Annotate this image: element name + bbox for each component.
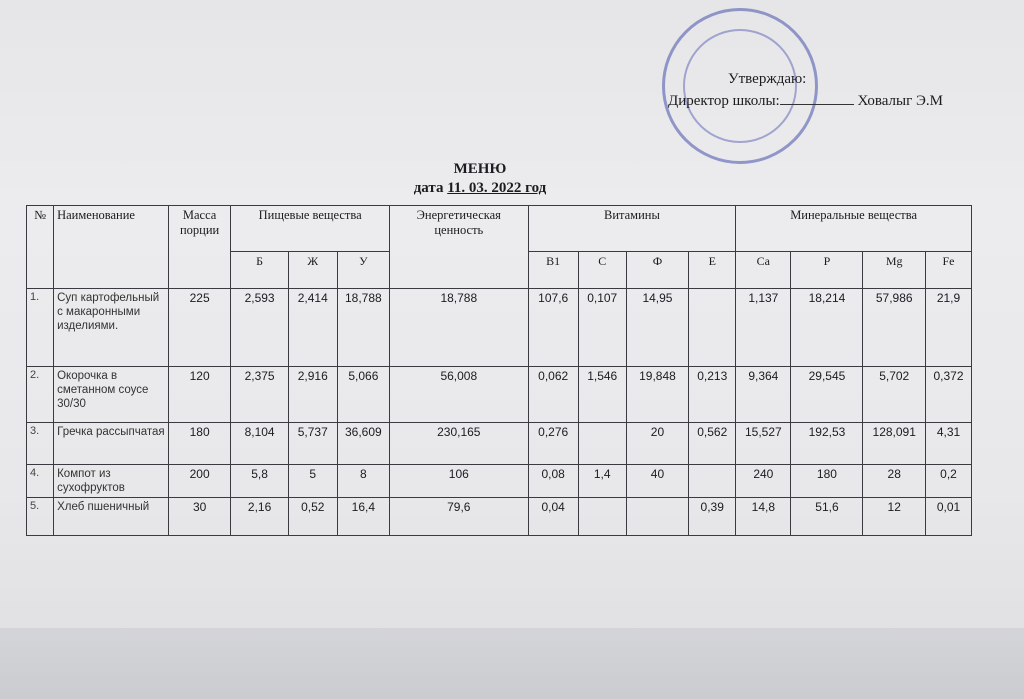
value-zh: 2,414 [288,289,337,367]
dish-name: Гречка рассыпчатая [54,423,169,465]
menu-body [27,289,972,536]
value-b1: 0,062 [528,367,578,423]
menu-table [26,205,972,536]
header-nutrients: Пищевые вещества [231,206,390,252]
table-row [27,289,972,367]
value-e [689,465,736,498]
value-b1: 0,276 [528,423,578,465]
value-energy: 18,788 [389,289,528,367]
value-p: 180 [791,465,863,498]
subheader-cell: В1 [528,252,578,289]
value-e [689,289,736,367]
value-fe: 0,2 [926,465,972,498]
value-p: 18,214 [791,289,863,367]
approval-line: Утверждаю: [728,71,807,87]
subheader-cell: С [578,252,626,289]
value-c: 1,546 [578,367,626,423]
value-b: 2,593 [231,289,288,367]
subheader-cell: P [791,252,863,289]
dish-name: Компот из сухофруктов [54,465,169,498]
value-fe: 4,31 [926,423,972,465]
table-row [27,498,972,536]
value-ca: 14,8 [736,498,791,536]
value-fe: 21,9 [926,289,972,367]
subheader-cell: Е [689,252,736,289]
value-ca: 9,364 [736,367,791,423]
portion-mass: 180 [168,423,231,465]
value-b: 5,8 [231,465,288,498]
value-energy: 106 [389,465,528,498]
portion-mass: 200 [168,465,231,498]
value-b1: 0,04 [528,498,578,536]
subheader-cell: Ca [736,252,791,289]
value-b: 2,375 [231,367,288,423]
value-ca: 240 [736,465,791,498]
value-f: 19,848 [626,367,689,423]
value-mg: 128,091 [863,423,926,465]
value-energy: 56,008 [389,367,528,423]
date-label: дата [413,180,444,196]
subheader-cell: Ж [288,252,337,289]
value-zh: 2,916 [288,367,337,423]
value-b: 2,16 [231,498,288,536]
value-zh: 0,52 [288,498,337,536]
value-u: 16,4 [337,498,389,536]
menu-date [0,179,960,198]
value-c: 1,4 [578,465,626,498]
director-label: Директор школы: [668,93,780,109]
value-e: 0,213 [689,367,736,423]
row-number: 4. [27,465,54,498]
value-f: 40 [626,465,689,498]
value-e: 0,562 [689,423,736,465]
table-row [27,367,972,423]
value-e: 0,39 [689,498,736,536]
portion-mass: 225 [168,289,231,367]
value-p: 29,545 [791,367,863,423]
approval-block [668,68,988,112]
value-mg: 5,702 [863,367,926,423]
value-u: 8 [337,465,389,498]
subheader-cell: Б [231,252,288,289]
value-zh: 5 [288,465,337,498]
header-energy: Энергетическая ценность [389,206,528,289]
row-number: 5. [27,498,54,536]
value-fe: 0,01 [926,498,972,536]
value-b1: 0,08 [528,465,578,498]
row-number: 1. [27,289,54,367]
subheader-cell: Ф [626,252,689,289]
header-name: Наименование [54,206,169,289]
row-number: 3. [27,423,54,465]
menu-heading: МЕНЮ [453,161,507,177]
signature-line [780,90,854,105]
value-energy: 230,165 [389,423,528,465]
value-zh: 5,737 [288,423,337,465]
value-mg: 57,986 [863,289,926,367]
header-mass: Масса порции [168,206,231,289]
subheader-cell: Mg [863,252,926,289]
portion-mass: 120 [168,367,231,423]
header-num: № [27,206,54,289]
row-number: 2. [27,367,54,423]
value-u: 18,788 [337,289,389,367]
value-f [626,498,689,536]
table-row [27,465,972,498]
value-u: 5,066 [337,367,389,423]
value-f: 20 [626,423,689,465]
value-ca: 1,137 [736,289,791,367]
menu-title-block [0,160,960,198]
table-row [27,423,972,465]
value-b: 8,104 [231,423,288,465]
portion-mass: 30 [168,498,231,536]
value-f: 14,95 [626,289,689,367]
value-b1: 107,6 [528,289,578,367]
value-ca: 15,527 [736,423,791,465]
subheader-cell: Fe [926,252,972,289]
dish-name: Окорочка в сметанном соусе 30/30 [54,367,169,423]
value-energy: 79,6 [389,498,528,536]
header-minerals: Минеральные вещества [736,206,972,252]
value-p: 192,53 [791,423,863,465]
director-name: Ховалыг Э.М [857,93,944,109]
value-c: 0,107 [578,289,626,367]
value-mg: 12 [863,498,926,536]
header-vitamins: Витамины [528,206,736,252]
background-surface [0,628,1024,699]
value-p: 51,6 [791,498,863,536]
date-value: 11. 03. 2022 год [447,180,547,196]
value-c [578,423,626,465]
subheader-cell: У [337,252,389,289]
value-c [578,498,626,536]
dish-name: Хлеб пшеничный [54,498,169,536]
dish-name: Суп картофельный с макаронными изделиями. [54,289,169,367]
value-mg: 28 [863,465,926,498]
director-line [668,90,988,112]
value-fe: 0,372 [926,367,972,423]
value-u: 36,609 [337,423,389,465]
